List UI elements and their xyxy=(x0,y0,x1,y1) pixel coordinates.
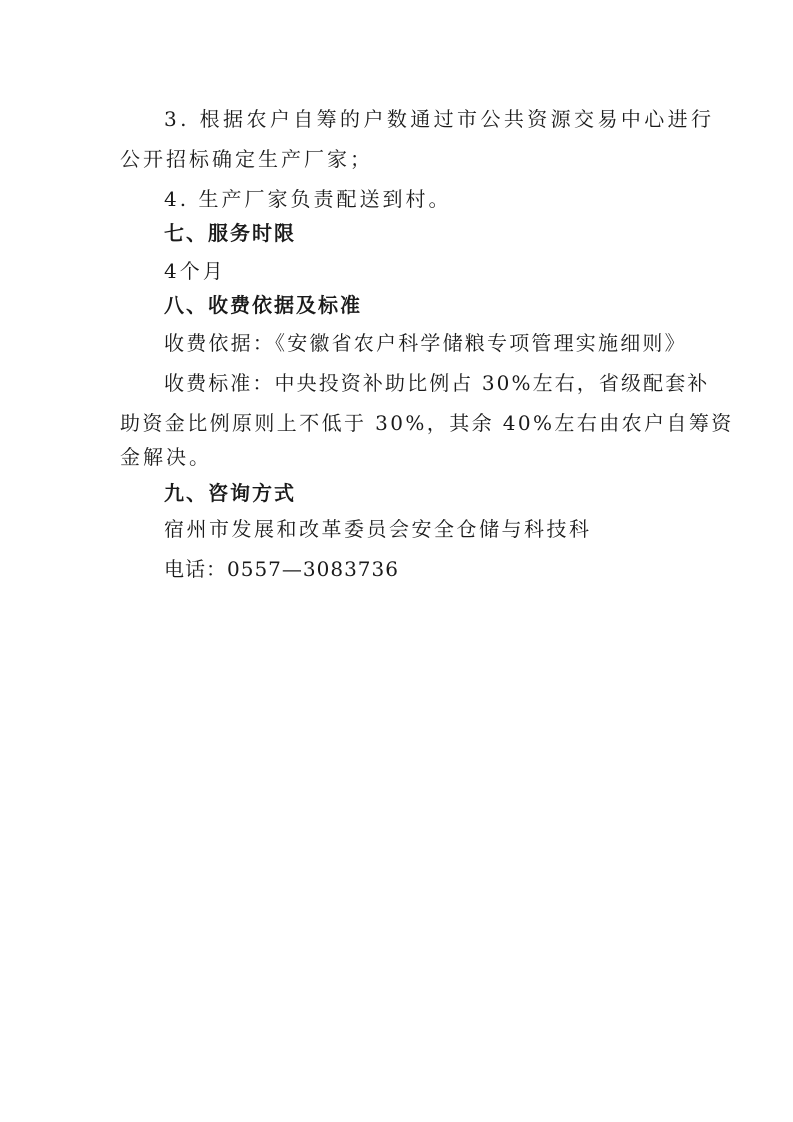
item-3-line-2: 公开招标确定生产厂家； xyxy=(120,147,373,171)
section-8-heading: 八、收费依据及标准 xyxy=(164,293,362,317)
fee-standard-line-1: 收费标准：中央投资补助比例占 30%左右，省级配套补 xyxy=(164,371,710,395)
section-9-heading: 九、咨询方式 xyxy=(164,481,296,505)
item-4: 4. 生产厂家负责配送到村。 xyxy=(164,187,452,211)
contact-phone: 电话：0557—3083736 xyxy=(164,557,399,581)
section-7-content: 4个月 xyxy=(164,259,226,283)
item-3-line-1: 3. 根据农户自筹的户数通过市公共资源交易中心进行 xyxy=(164,107,715,131)
fee-standard-line-2: 助资金比例原则上不低于 30%，其余 40%左右由农户自筹资 xyxy=(120,411,734,435)
contact-organization: 宿州市发展和改革委员会安全仓储与科技科 xyxy=(164,517,592,541)
fee-basis: 收费依据：《安徽省农户科学储粮专项管理实施细则》 xyxy=(164,331,687,355)
section-7-heading: 七、服务时限 xyxy=(164,221,296,245)
fee-standard-line-3: 金解决。 xyxy=(120,445,212,469)
